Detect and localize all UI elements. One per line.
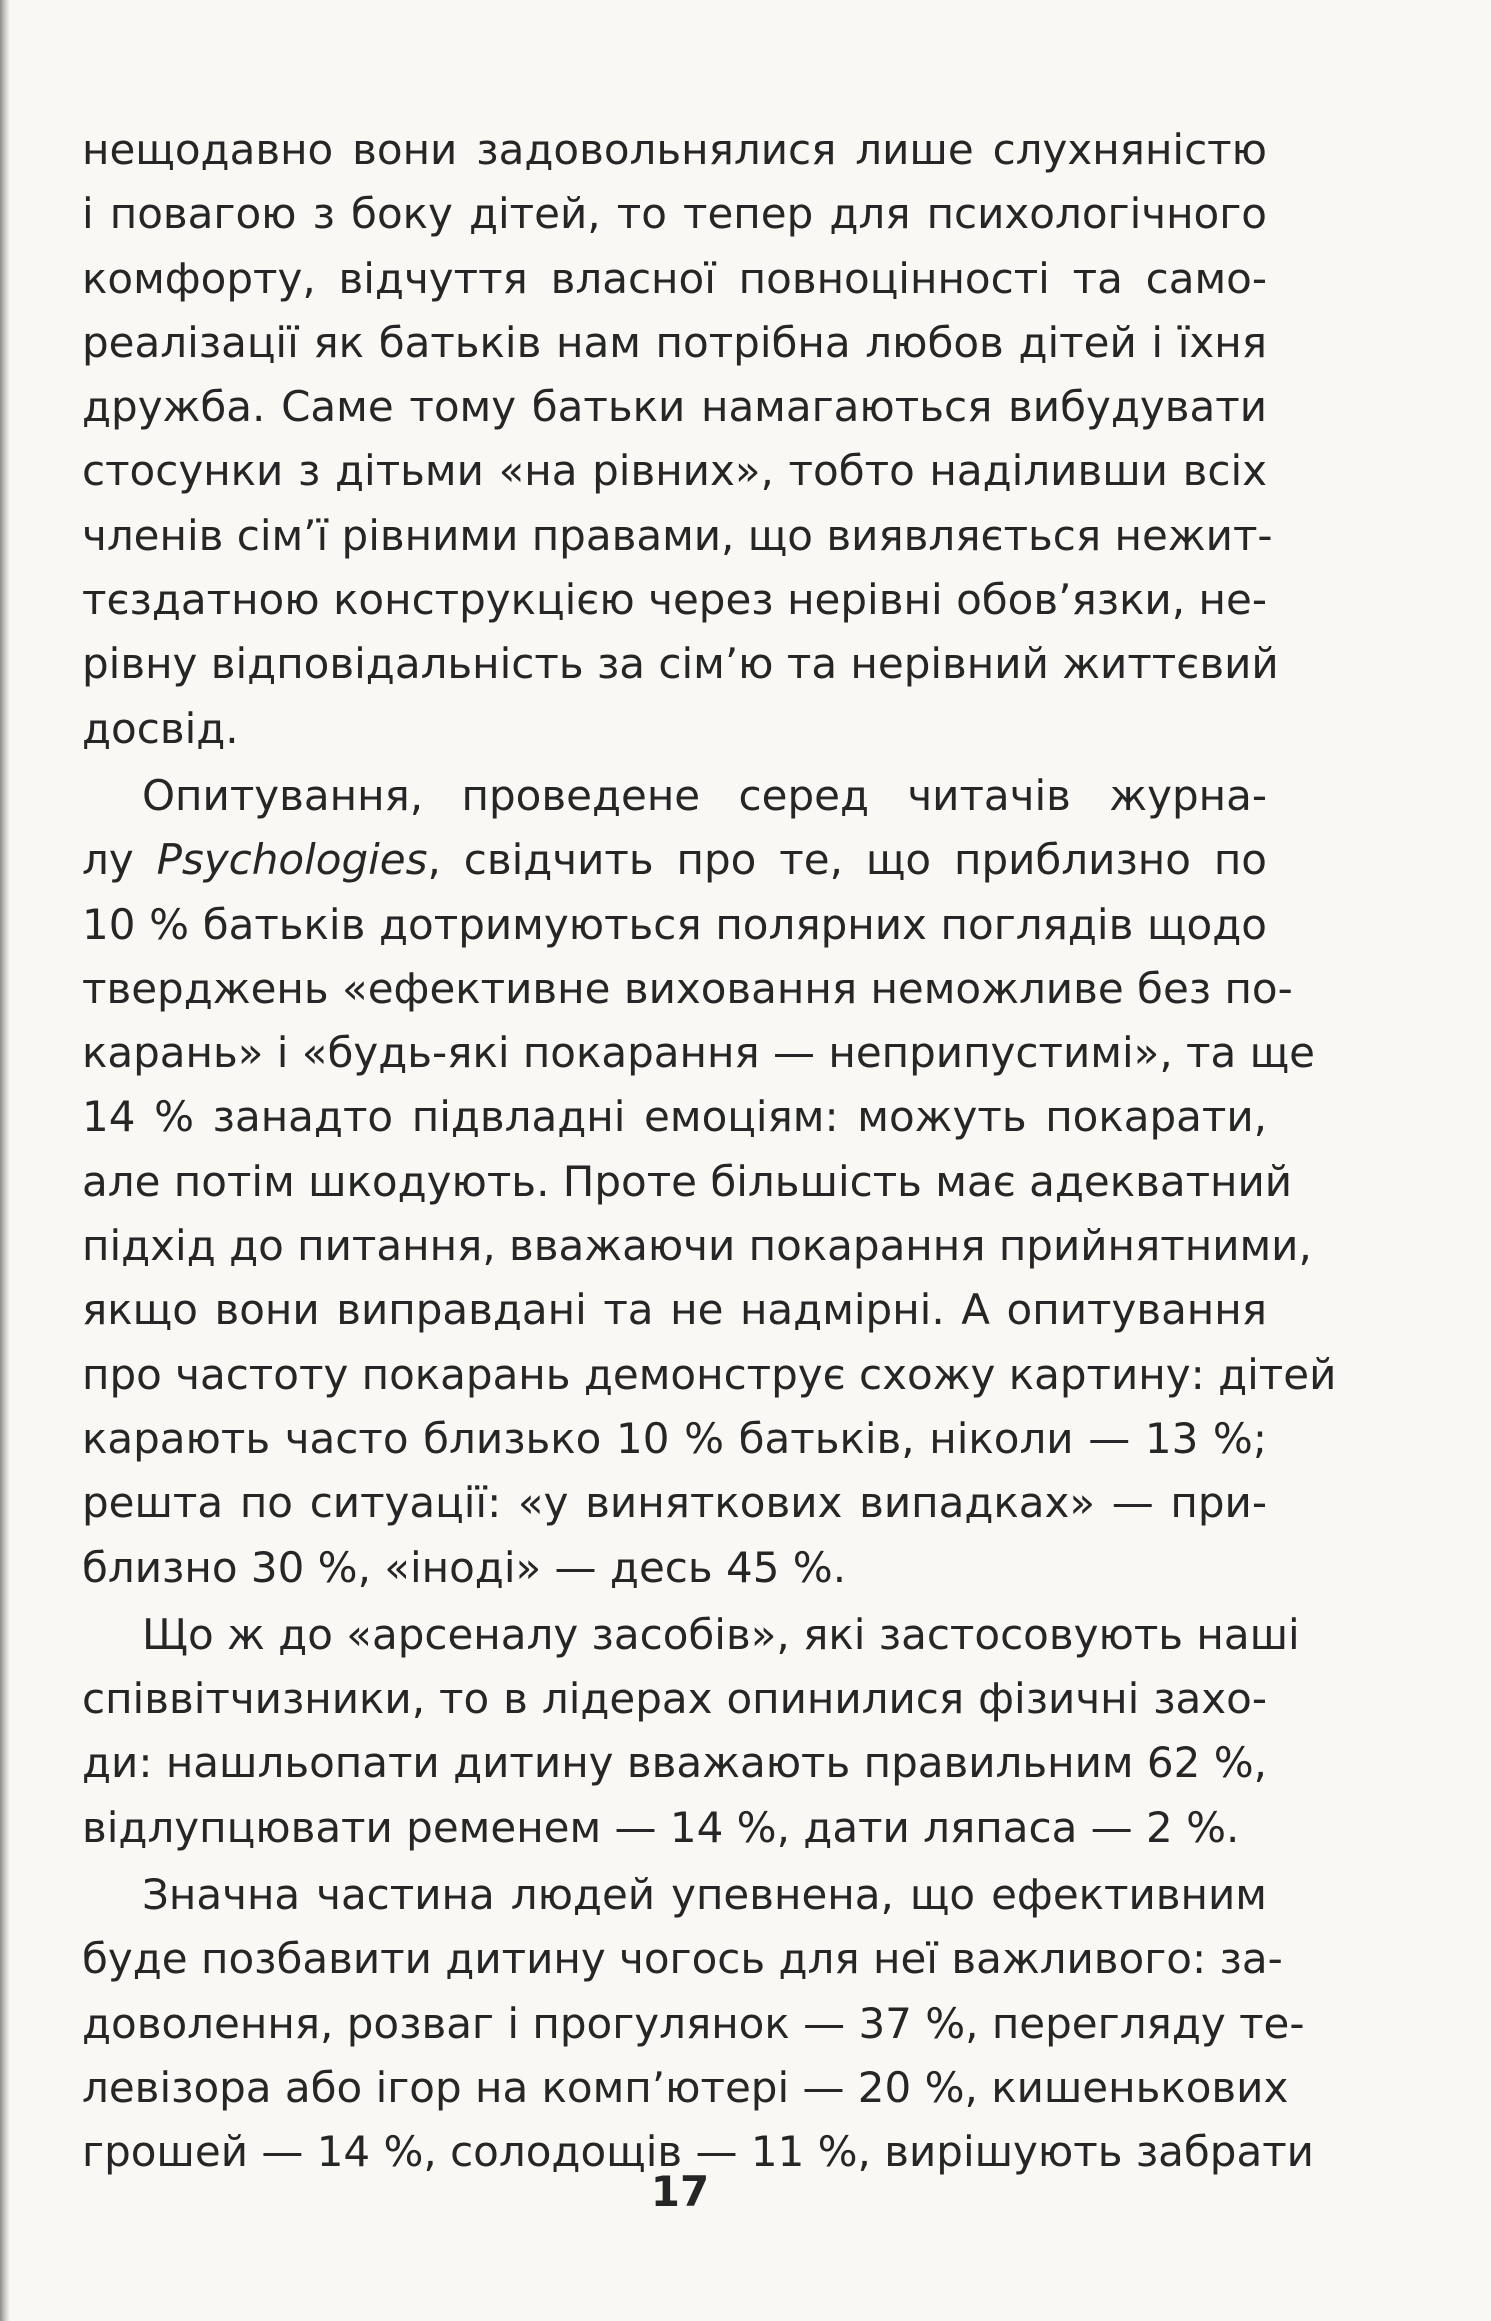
text-line: співвітчизники, то в лідерах опинилися фізичні захо-	[82, 1674, 1267, 1724]
text-line: Значна частина людей упевнена, що ефективним	[142, 1870, 1267, 1920]
text-line: доволення, розваг і прогулянок — 37 %, перегляду те-	[82, 1998, 1305, 2048]
paragraph-1	[82, 118, 1279, 761]
text-line: якщо вони виправдані та не надмірні. А опитування	[82, 1285, 1267, 1335]
text-line: левізора або ігор на комп’ютері — 20 %, кишенькових	[82, 2062, 1289, 2112]
body-text	[82, 118, 1337, 2185]
journal-title: Psychologies	[156, 835, 428, 885]
text-line: дружба. Саме тому батьки намагаються вибудувати	[82, 382, 1267, 432]
text-line: і повагою з боку дітей, то тепер для психологічного	[82, 189, 1267, 239]
paragraph-2	[82, 764, 1337, 1600]
text-line-with-italic: лу Psychologies, свідчить про те, що приблизно по	[82, 835, 1267, 885]
text-line: реалізації як батьків нам потрібна любов дітей і їхня	[82, 317, 1267, 367]
text-line: досвід.	[82, 703, 239, 753]
text-line: тєздатною конструкцією через нерівні обов’язки, не-	[82, 575, 1267, 625]
text-line: карають часто близько 10 % батьків, ніколи — 13 %;	[82, 1413, 1267, 1463]
page-binding-edge	[0, 0, 10, 2321]
text-line: але потім шкодують. Проте більшість має адекватний	[82, 1156, 1293, 1206]
text-line: членів сім’ї рівними правами, що виявляється нежит-	[82, 510, 1273, 560]
text-line: тверджень «ефективне виховання неможливе без по-	[82, 963, 1293, 1013]
text-line: нещодавно вони задовольнялися лише слухняністю	[82, 125, 1267, 174]
text-line: Опитування, проведене серед читачів журна-	[142, 770, 1267, 820]
text-line: комфорту, відчуття власної повноцінності та само-	[82, 253, 1267, 303]
text-line: грошей — 14 %, солодощів — 11 %, вирішують забрати	[82, 2127, 1314, 2177]
paragraph-4	[82, 1863, 1314, 2184]
paragraph-3	[82, 1603, 1300, 1860]
text-line: решта по ситуації: «у виняткових випадках» — при-	[82, 1478, 1267, 1528]
text-line: про частоту покарань демонструє схожу картину: дітей	[82, 1349, 1337, 1399]
text-line: карань» і «будь-які покарання — неприпустимі», та ще	[82, 1028, 1315, 1078]
page-number: 17	[650, 2167, 710, 2216]
text-line: підхід до питання, вважаючи покарання прийнятними,	[82, 1221, 1312, 1271]
text-line: Що ж до «арсеналу засобів», які застосовують наші	[142, 1609, 1300, 1659]
text-line: рівну відповідальність за сім’ю та нерівний життєвий	[82, 639, 1279, 689]
text-line: близно 30 %, «іноді» — десь 45 %.	[82, 1542, 847, 1592]
text-line: ди: нашльопати дитину вважають правильним 62 %,	[82, 1738, 1267, 1788]
text-line: 10 % батьків дотримуються полярних поглядів щодо	[82, 899, 1267, 949]
text-line: стосунки з дітьми «на рівних», тобто наділивши всіх	[82, 446, 1267, 496]
text-line: відлупцювати ременем — 14 %, дати ляпаса — 2 %.	[82, 1802, 1240, 1852]
text-line: буде позбавити дитину чогось для неї важливого: за-	[82, 1934, 1283, 1984]
text-line: 14 % занадто підвладні емоціям: можуть покарати,	[82, 1092, 1267, 1142]
